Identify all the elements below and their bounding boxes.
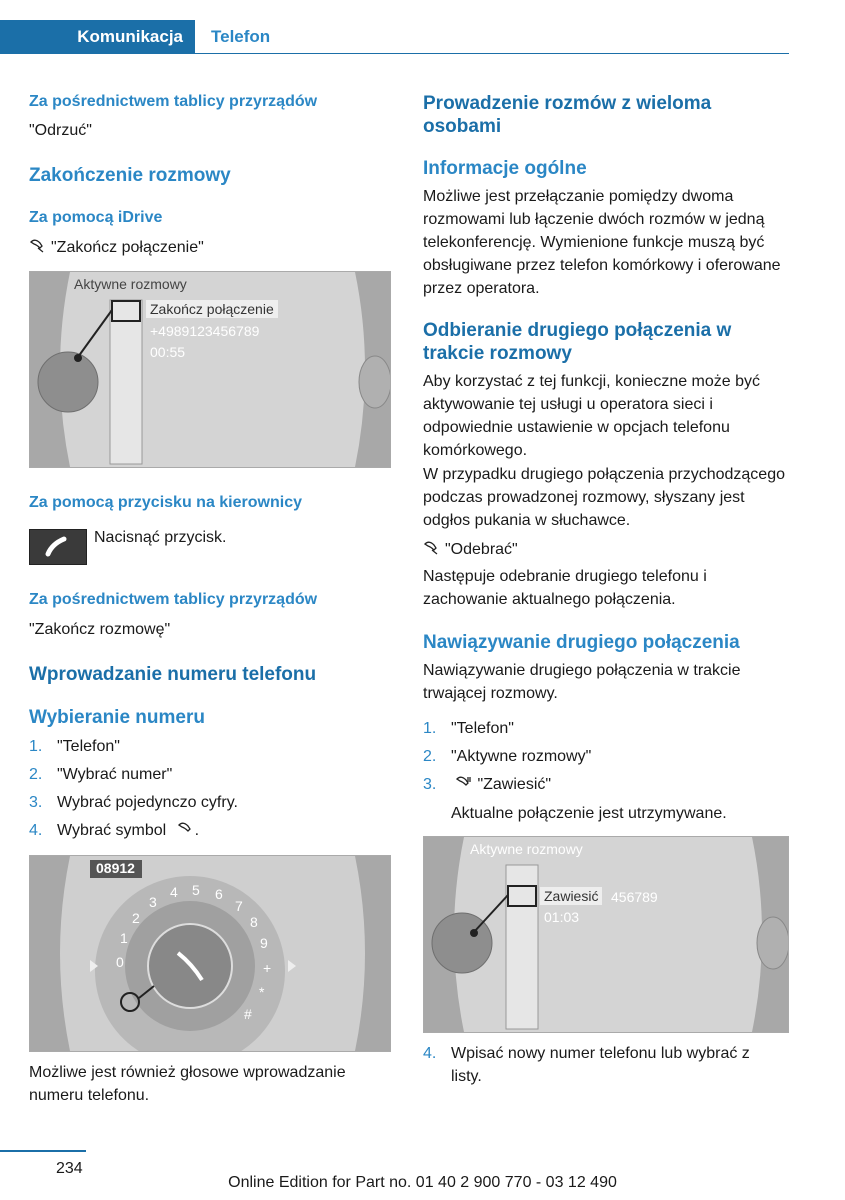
page-number: 234 xyxy=(56,1160,83,1177)
list-item: 1. "Telefon" xyxy=(29,738,120,755)
phone-dial-icon xyxy=(177,822,193,836)
heading-multi-party: Prowadzenie rozmów z wieloma osobami xyxy=(423,93,712,137)
dial-digit[interactable]: * xyxy=(259,984,265,1000)
phone-answer-icon xyxy=(423,541,439,555)
idrive-screen-hold xyxy=(423,836,789,1033)
list-item: 4. Wpisać nowy numer telefonu lub wybrać z listy. xyxy=(423,1045,750,1085)
call-timer: 01:03 xyxy=(544,909,580,925)
heading-idrive: Za pomocą iDrive xyxy=(29,209,163,226)
call-number: 456789 xyxy=(611,889,658,905)
dial-digit[interactable]: 5 xyxy=(192,882,200,898)
heading-general-info: Informacje ogólne xyxy=(423,158,587,179)
chapter-tab: Komunikacja xyxy=(0,20,195,54)
dial-digit[interactable]: 7 xyxy=(235,898,243,914)
list-item: 3. Wybrać pojedynczo cyfry. xyxy=(29,794,238,811)
steering-phone-button xyxy=(29,529,87,565)
text-reject: "Odrzuć" xyxy=(29,122,92,139)
call-timer: 00:55 xyxy=(150,344,186,360)
header-rule xyxy=(195,53,789,54)
text-press-button: Nacisnąć przycisk. xyxy=(94,529,227,546)
phone-handset-icon xyxy=(30,530,86,564)
dial-digit[interactable]: 6 xyxy=(215,886,223,902)
heading-steering-button: Za pomocą przycisku na kierownicy xyxy=(29,494,302,511)
dial-digit[interactable]: 0 xyxy=(116,954,124,970)
list-item: 4. Wybrać symbol . xyxy=(29,822,200,839)
dial-digit[interactable]: 4 xyxy=(170,884,178,900)
dial-digit[interactable]: 9 xyxy=(260,935,268,951)
dial-digit[interactable]: 1 xyxy=(120,930,128,946)
footer-rule xyxy=(0,1150,86,1152)
call-number: +4989123456789 xyxy=(150,323,260,339)
heading-instrument-panel-2: Za pośrednictwem tablicy przyrządów xyxy=(29,591,318,608)
text-knocking: W przypadku drugiego połączenia przychodzącego podczas prowadzonej rozmowy, słyszany jest odgłos pukania w słuchawce. xyxy=(423,466,785,529)
text-answer xyxy=(423,538,518,561)
end-connection-label: "Zakończ połączenie" xyxy=(51,239,204,256)
phone-end-icon xyxy=(29,239,45,253)
text-establish-second: Nawiązywanie drugiego połączenia w trakcie trwającej rozmowy. xyxy=(423,662,741,702)
list-item: 1. "Telefon" xyxy=(423,720,514,737)
section-tab: Telefon xyxy=(211,27,271,46)
hold-call-icon xyxy=(455,776,471,790)
text-call-held: Aktualne połączenie jest utrzymywane. xyxy=(451,805,727,822)
screen-frame-graphic xyxy=(424,837,788,1032)
dial-digit[interactable]: # xyxy=(244,1006,252,1022)
text-activate-service: Aby korzystać z tej funkcji, konieczne może być aktywowanie tej usługi u operatora sieci i odpowiednie ustawienie w opcjach telefonu komórkowego. xyxy=(423,373,761,459)
dial-digit[interactable]: + xyxy=(263,960,272,976)
text-end-call: "Zakończ rozmowę" xyxy=(29,621,171,638)
text-voice-entry: Możliwe jest również głosowe wprowadzanie numeru telefonu. xyxy=(29,1064,346,1104)
screen-title: Aktywne rozmowy xyxy=(470,841,583,857)
dial-digit[interactable]: 2 xyxy=(132,910,140,926)
heading-second-call: Odbieranie drugiego połączenia w trakcie rozmowy xyxy=(423,320,732,364)
text-general-info: Możliwe jest przełączanie pomiędzy dwoma rozmowami lub łączenie dwóch rozmów w jedną telekonferencję. Wymienione funkcje muszą być obsługiwane przez telefon komórkowy i oferowane przez operatora. xyxy=(423,188,781,297)
dial-display: 08912 xyxy=(96,860,135,876)
text-answer-result: Następuje odebranie drugiego telefonu i zachowanie aktualnego połączenia. xyxy=(423,568,707,608)
edition-footer: Online Edition for Part no. 01 40 2 900 770 - 03 12 490 xyxy=(228,1174,617,1191)
answer-label: "Odebrać" xyxy=(445,541,518,558)
idrive-screen-dial xyxy=(29,855,391,1052)
text-end-connection xyxy=(29,236,204,259)
heading-establish-second: Nawiązywanie drugiego połączenia xyxy=(423,632,740,653)
menu-end-connection[interactable]: Zakończ połączenie xyxy=(146,300,278,318)
menu-hold[interactable]: Zawiesić xyxy=(540,887,602,905)
heading-end-call: Zakończenie rozmowy xyxy=(29,165,231,186)
heading-enter-number: Wprowadzanie numeru telefonu xyxy=(29,664,317,685)
dial-digit[interactable]: 3 xyxy=(149,894,157,910)
screen-title: Aktywne rozmowy xyxy=(74,276,187,292)
list-item: 2. "Wybrać numer" xyxy=(29,766,173,783)
dial-digit[interactable]: 8 xyxy=(250,914,258,930)
idrive-screen-end-call xyxy=(29,271,391,468)
list-item: 2. "Aktywne rozmowy" xyxy=(423,748,592,765)
heading-dialing: Wybieranie numeru xyxy=(29,707,205,728)
heading-instrument-panel: Za pośrednictwem tablicy przyrządów xyxy=(29,93,318,110)
list-item: 3. "Zawiesić" xyxy=(423,776,552,793)
dial-graphic xyxy=(30,856,390,1051)
